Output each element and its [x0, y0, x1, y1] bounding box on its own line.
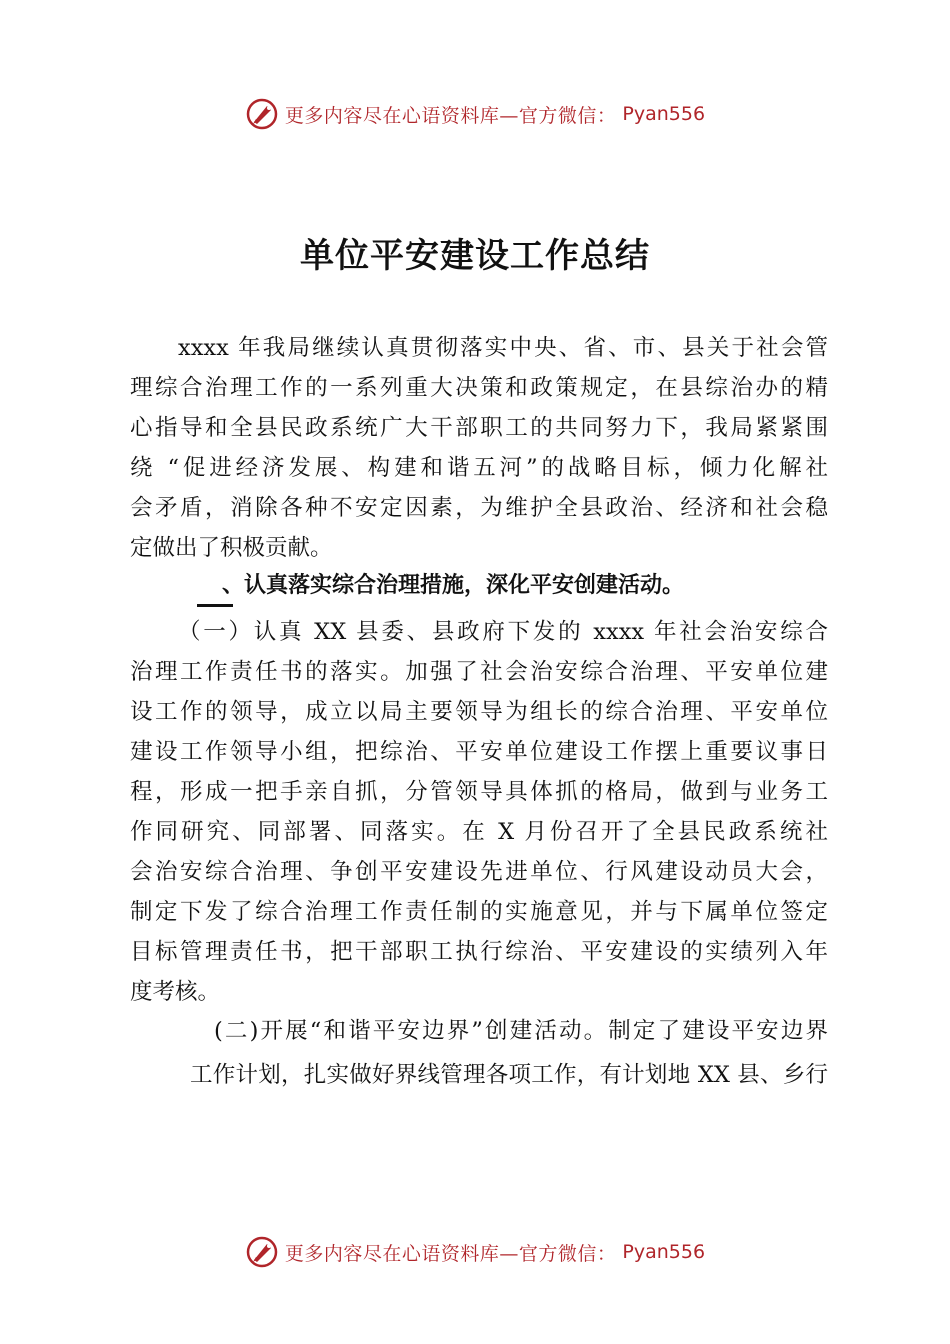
paragraph-line: 绕 “促进经济发展、构建和谐五河”的战略目标，倾力化解社 — [130, 455, 828, 481]
paragraph-line: 度考核。 — [130, 979, 221, 1005]
paragraph-line: 制定下发了综合治理工作责任制的实施意见，并与下属单位签定 — [130, 899, 828, 925]
document-title: 单位平安建设工作总结 — [300, 236, 650, 276]
paragraph-line: 理综合治理工作的一系列重大决策和政策规定，在县综治办的精 — [130, 375, 828, 401]
paragraph-line: 治理工作责任书的落实。加强了社会治安综合治理、平安单位建 — [130, 659, 828, 685]
paragraph-line: 目标管理责任书，把干部职工执行综治、平安建设的实绩列入年 — [130, 939, 828, 965]
watermark-wechat-id: Pyan556 — [622, 103, 706, 125]
paragraph-line: 心指导和全县民政系统广大干部职工的共同努力下，我局紧紧围 — [130, 415, 828, 441]
paragraph-line: 设工作的领导，成立以局主要领导为组长的综合治理、平安单位 — [130, 699, 828, 725]
paragraph-line: 建设工作领导小组，把综治、平安单位建设工作摆上重要议事日 — [130, 739, 828, 765]
watermark-wechat-id: Pyan556 — [622, 1241, 706, 1263]
paragraph-line: 作同研究、同部署、同落实。在 X 月份召开了全县民政系统社 — [130, 819, 828, 845]
watermark-banner-top — [0, 94, 950, 134]
paragraph-line: xxxx 年我局继续认真贯彻落实中央、省、市、县关于社会管 — [178, 335, 828, 361]
watermark-site-text: 更多内容尽在心语资料库—官方微信： — [284, 104, 617, 127]
watermark-site-text: 更多内容尽在心语资料库—官方微信： — [284, 1242, 617, 1265]
paragraph-line: 工作计划，扎实做好界线管理各项工作，有计划地 XX 县、乡行 — [190, 1062, 828, 1088]
section-number-one — [197, 604, 233, 607]
paragraph-line: 定做出了积极贡献。 — [130, 535, 333, 561]
pen-nib-circle-icon — [245, 1235, 279, 1269]
paragraph-line: 会矛盾，消除各种不安定因素，为维护全县政治、经济和社会稳 — [130, 495, 828, 521]
paragraph-line: （一）认真 XX 县委、县政府下发的 xxxx 年社会治安综合 — [178, 619, 828, 645]
paragraph-line: (二)开展“和谐平安边界”创建活动。制定了建设平安边界 — [214, 1018, 828, 1044]
pen-nib-circle-icon — [245, 97, 279, 131]
paragraph-line: 会治安综合治理、争创平安建设先进单位、行风建设动员大会， — [130, 859, 828, 885]
section-heading: 、认真落实综合治理措施，深化平安创建活动。 — [222, 573, 685, 598]
paragraph-line: 程，形成一把手亲自抓，分管领导具体抓的格局，做到与业务工 — [130, 779, 828, 805]
watermark-banner-bottom — [0, 1232, 950, 1272]
